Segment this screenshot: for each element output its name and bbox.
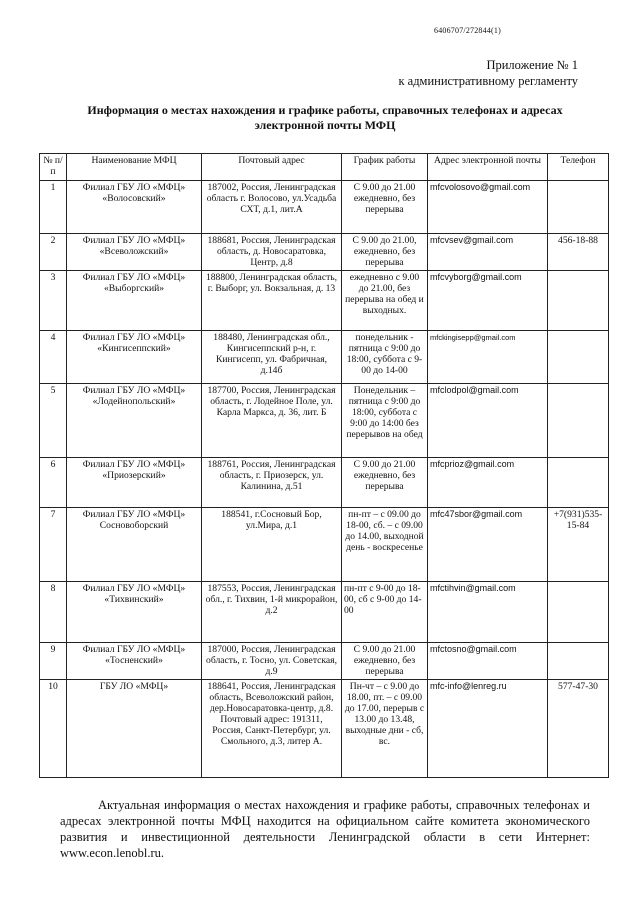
row-email: mfc47sbor@gmail.com [428, 508, 548, 582]
row-address: 188681, Россия, Ленинградская область, д. Новосаратовка, Центр, д.8 [202, 234, 342, 271]
row-address: 188800, Ленинградская область, г. Выборг, ул. Вокзальная, д. 13 [202, 271, 342, 331]
row-num: 6 [40, 458, 67, 508]
row-num: 8 [40, 582, 67, 643]
header-schedule: График работы [342, 154, 428, 181]
row-schedule: С 9.00 до 21.00 ежедневно, без перерыва [342, 643, 428, 680]
row-mfc-name: Филиал ГБУ ЛО «МФЦ» «Приозерский» [67, 458, 202, 508]
row-phone [548, 458, 609, 508]
row-address: 188480, Ленинградская обл., Кингисеппский р-н, г. Кингисепп, ул. Фабричная, д.14б [202, 331, 342, 384]
row-mfc-name: Филиал ГБУ ЛО «МФЦ» «Лодейнопольский» [67, 384, 202, 458]
header-num: № п/п [40, 154, 67, 181]
table-row [40, 680, 609, 778]
row-address: 187000, Россия, Ленинградская область, г. Тосно, ул. Советская, д.9 [202, 643, 342, 680]
row-num: 1 [40, 181, 67, 234]
row-phone: 456-18-88 [548, 234, 609, 271]
footer-paragraph: Актуальная информация о местах нахождения и графике работы, справочных телефонах и адресах электронной почты МФЦ находится на официальном сайте комитета экономического развития и инвестиционной деятельности Ленинградской области в сети Интернет: www.econ.lenobl.ru. [60, 798, 590, 860]
title-line-2: электронной почты МФЦ [254, 118, 396, 132]
row-num: 5 [40, 384, 67, 458]
row-email: mfcprioz@gmail.com [428, 458, 548, 508]
row-address: 188641, Россия, Ленинградская область, Всеволожский район, дер.Новосаратовка-центр, д.8. Почтовый адрес: 191311, Россия, Санкт-Петербург, ул. Смольного, д.3, литер А. [202, 680, 342, 778]
row-address: 188761, Россия, Ленинградская область, г. Приозерск, ул. Калинина, д.51 [202, 458, 342, 508]
row-schedule: пн-пт – с 09.00 до 18-00, сб. – с 09.00 до 14.00, выходной день - воскресенье [342, 508, 428, 582]
table-row [40, 458, 609, 508]
table-row [40, 643, 609, 680]
row-email: mfcvolosovo@gmail.com [428, 181, 548, 234]
row-email: mfcvsev@gmail.com [428, 234, 548, 271]
document-id: 6406707/272844(1) [434, 26, 501, 35]
table-row [40, 508, 609, 582]
row-phone: +7(931)535-15-84 [548, 508, 609, 582]
row-schedule: Понедельник – пятница с 9:00 до 18:00, суббота с 9:00 до 14:00 без перерывов на обед [342, 384, 428, 458]
row-phone [548, 181, 609, 234]
row-schedule: Пн-чт – с 9.00 до 18.00, пт. – с 09.00 до 17.00, перерыв с 13.00 до 13.48, выходные дни - сб, вс. [342, 680, 428, 778]
row-mfc-name: Филиал ГБУ ЛО «МФЦ» «Волосовский» [67, 181, 202, 234]
row-phone [548, 331, 609, 384]
row-mfc-name: Филиал ГБУ ЛО «МФЦ» «Тосненский» [67, 643, 202, 680]
row-num: 2 [40, 234, 67, 271]
row-num: 9 [40, 643, 67, 680]
header-phone: Телефон [548, 154, 609, 181]
row-email: mfcvyborg@gmail.com [428, 271, 548, 331]
row-phone [548, 384, 609, 458]
row-email: mfctihvin@gmail.com [428, 582, 548, 643]
row-phone [548, 582, 609, 643]
row-num: 7 [40, 508, 67, 582]
appendix-header [398, 57, 578, 89]
row-email: mfclodpol@gmail.com [428, 384, 548, 458]
title-line-1: Информация о местах нахождения и графике работы, справочных телефонах и адресах [87, 103, 563, 117]
row-phone: 577-47-30 [548, 680, 609, 778]
row-schedule: С 9.00 до 21.00 ежедневно, без перерыва [342, 181, 428, 234]
row-address: 187700, Россия, Ленинградская область, г. Лодейное Поле, ул. Карла Маркса, д. 36, лит. Б [202, 384, 342, 458]
row-schedule: С 9.00 до 21.00 ежедневно, без перерыва [342, 458, 428, 508]
row-mfc-name: Филиал ГБУ ЛО «МФЦ» «Тихвинский» [67, 582, 202, 643]
row-email: mfckingisepp@gmail.com [428, 331, 548, 384]
mfc-table [39, 153, 609, 778]
row-schedule: понедельник - пятница с 9:00 до 18:00, суббота с 9-00 до 14-00 [342, 331, 428, 384]
row-schedule: пн-пт с 9-00 до 18-00, сб с 9-00 до 14-00 [342, 582, 428, 643]
header-email: Адрес электронной почты [428, 154, 548, 181]
row-schedule: ежедневно с 9.00 до 21.00, без перерыва на обед и выходных. [342, 271, 428, 331]
table-row [40, 234, 609, 271]
header-address: Почтовый адрес [202, 154, 342, 181]
row-email: mfctosno@gmail.com [428, 643, 548, 680]
row-mfc-name: ГБУ ЛО «МФЦ» [67, 680, 202, 778]
document-title [60, 103, 590, 133]
row-schedule: С 9.00 до 21.00, ежедневно, без перерыва [342, 234, 428, 271]
row-email: mfc-info@lenreg.ru [428, 680, 548, 778]
row-mfc-name: Филиал ГБУ ЛО «МФЦ» «Выборгский» [67, 271, 202, 331]
row-mfc-name: Филиал ГБУ ЛО «МФЦ» «Всеволожский» [67, 234, 202, 271]
table-row [40, 331, 609, 384]
row-address: 187553, Россия, Ленинградская обл., г. Тихвин, 1-й микрорайон, д.2 [202, 582, 342, 643]
footer-note [60, 797, 590, 861]
table-row [40, 271, 609, 331]
row-address: 188541, г.Сосновый Бор, ул.Мира, д.1 [202, 508, 342, 582]
table-header-row [40, 154, 609, 181]
appendix-line-1: Приложение № 1 [486, 58, 578, 72]
row-num: 3 [40, 271, 67, 331]
row-mfc-name: Филиал ГБУ ЛО «МФЦ» «Кингисеппский» [67, 331, 202, 384]
row-address: 187002, Россия, Ленинградская область г. Волосово, ул.Усадьба СХТ, д.1, лит.А [202, 181, 342, 234]
row-num: 10 [40, 680, 67, 778]
row-phone [548, 643, 609, 680]
table-row [40, 384, 609, 458]
header-name: Наименование МФЦ [67, 154, 202, 181]
row-phone [548, 271, 609, 331]
row-num: 4 [40, 331, 67, 384]
appendix-line-2: к административному регламенту [398, 74, 578, 88]
table-row [40, 181, 609, 234]
row-mfc-name: Филиал ГБУ ЛО «МФЦ» Сосновоборский [67, 508, 202, 582]
table-row [40, 582, 609, 643]
